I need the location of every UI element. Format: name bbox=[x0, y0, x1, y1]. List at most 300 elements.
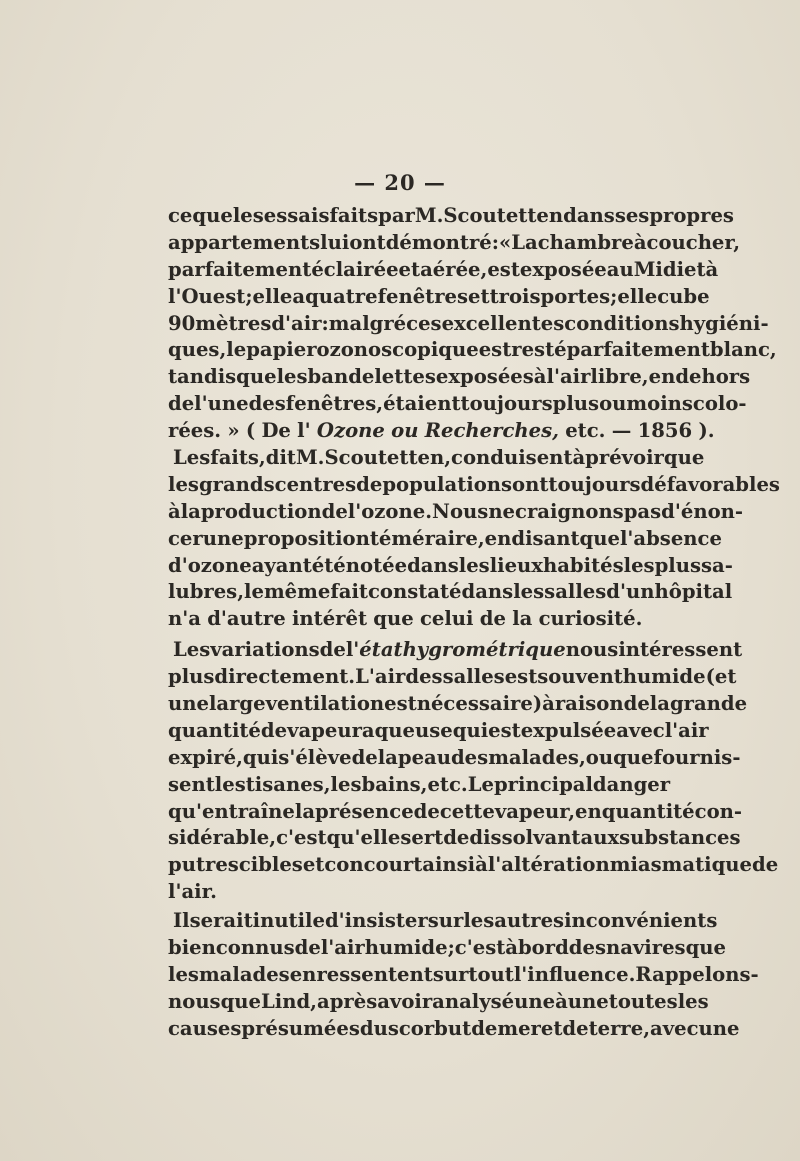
word: à bbox=[168, 499, 181, 523]
word: papier bbox=[246, 338, 317, 362]
text-line bbox=[168, 935, 726, 962]
word: 90 bbox=[168, 311, 196, 335]
word: raison bbox=[554, 692, 624, 716]
word: ou bbox=[391, 419, 419, 443]
text-line bbox=[168, 337, 777, 364]
word: grands bbox=[198, 472, 275, 496]
word: en bbox=[484, 526, 512, 550]
word: que bbox=[663, 446, 705, 470]
word: que bbox=[579, 526, 620, 550]
word: substances bbox=[619, 826, 741, 850]
word: la bbox=[294, 799, 316, 823]
word: mètres bbox=[195, 311, 272, 335]
word: autres bbox=[494, 909, 565, 933]
word: malgré bbox=[328, 311, 407, 335]
word: danger bbox=[592, 772, 671, 796]
word: hôpital bbox=[654, 580, 733, 604]
text-line bbox=[168, 311, 769, 338]
text-line bbox=[168, 962, 759, 989]
word: ce bbox=[168, 204, 193, 227]
word: Les bbox=[173, 638, 211, 662]
word: exposées bbox=[435, 365, 534, 389]
word: d'énon- bbox=[661, 499, 744, 523]
word: d'un bbox=[606, 580, 655, 604]
word: ne bbox=[488, 499, 516, 523]
word: plus bbox=[552, 392, 600, 416]
word: dissolvant bbox=[469, 826, 581, 850]
word: ( bbox=[245, 419, 256, 443]
word: en bbox=[289, 962, 317, 986]
word: expiré, bbox=[168, 745, 243, 769]
word: putrescibles bbox=[168, 853, 303, 877]
word: faits, bbox=[210, 446, 266, 470]
word: l' Ozone bbox=[297, 419, 385, 443]
word: et bbox=[302, 853, 325, 877]
word: pas bbox=[623, 499, 662, 523]
word: c'est bbox=[454, 936, 506, 960]
word: les bbox=[330, 772, 362, 796]
word: n'a bbox=[168, 607, 201, 631]
word: celui bbox=[419, 607, 474, 631]
word: toujours bbox=[460, 392, 553, 416]
word: tisanes, bbox=[245, 772, 331, 796]
word: analysé bbox=[432, 989, 515, 1013]
word: plus bbox=[168, 665, 215, 689]
word: une bbox=[698, 1016, 740, 1040]
word: par bbox=[378, 204, 415, 227]
word: hygrométrique bbox=[402, 638, 566, 662]
word: d'ozone bbox=[168, 553, 252, 577]
text-line bbox=[168, 989, 709, 1016]
word: de bbox=[321, 499, 348, 523]
word: une bbox=[514, 989, 556, 1013]
word: terre, bbox=[588, 1016, 651, 1040]
text-line bbox=[168, 203, 734, 230]
word: sent bbox=[168, 772, 215, 796]
word: Scoutetten bbox=[443, 204, 564, 227]
word: une bbox=[202, 526, 244, 550]
word: les bbox=[513, 580, 545, 604]
word: M. bbox=[414, 204, 444, 227]
text-line bbox=[168, 799, 743, 826]
word: « bbox=[498, 230, 512, 254]
body-text bbox=[168, 203, 780, 1043]
word: toutes bbox=[608, 989, 678, 1013]
text-line bbox=[168, 579, 733, 606]
word: et bbox=[398, 257, 421, 281]
word: de bbox=[351, 745, 378, 769]
word: et bbox=[540, 1016, 563, 1040]
word: de bbox=[562, 1016, 589, 1040]
word: propres bbox=[649, 204, 734, 227]
word: et bbox=[684, 257, 706, 281]
text-line bbox=[168, 637, 743, 664]
word: d'autre bbox=[207, 607, 286, 631]
word: M. bbox=[295, 446, 325, 470]
word: de bbox=[413, 799, 440, 823]
word: d'air bbox=[271, 311, 322, 335]
word: dit bbox=[265, 446, 296, 470]
word: habités bbox=[542, 553, 624, 577]
word: l'air bbox=[320, 936, 365, 960]
word: ozonoscopique bbox=[316, 338, 479, 362]
word: etc. bbox=[565, 419, 606, 443]
word: de bbox=[294, 936, 321, 960]
word: proposition bbox=[243, 526, 370, 550]
word: expulsée bbox=[520, 718, 617, 742]
word: mer bbox=[497, 1016, 541, 1040]
word: sur bbox=[427, 909, 464, 933]
word: de bbox=[471, 1016, 498, 1040]
word: La bbox=[511, 230, 538, 254]
word: ou bbox=[585, 745, 614, 769]
word: parfaitement bbox=[168, 257, 312, 281]
word: (et bbox=[705, 665, 737, 689]
word: prévoir bbox=[585, 446, 664, 470]
word: que bbox=[613, 745, 654, 769]
word: conduisent bbox=[451, 446, 573, 470]
word: peau bbox=[397, 745, 451, 769]
word: colo- bbox=[692, 392, 747, 416]
word: libre, bbox=[590, 365, 649, 389]
word: l'air bbox=[664, 718, 709, 742]
word: production bbox=[200, 499, 322, 523]
word: fenêtres, bbox=[285, 392, 384, 416]
word: au bbox=[606, 257, 634, 281]
text-line bbox=[168, 364, 751, 391]
word: ses bbox=[614, 204, 650, 227]
word: lui bbox=[320, 230, 350, 254]
word: Rappelons- bbox=[635, 962, 759, 986]
word: coucher, bbox=[646, 230, 741, 254]
word: qu'elle bbox=[326, 826, 401, 850]
text-line bbox=[168, 257, 719, 284]
word: les bbox=[458, 553, 490, 577]
word: malades, bbox=[488, 745, 586, 769]
text-line bbox=[168, 391, 747, 418]
word: à bbox=[533, 365, 547, 389]
word: même bbox=[263, 580, 331, 604]
word: dans bbox=[461, 580, 514, 604]
word: que bbox=[192, 204, 233, 227]
word: portes bbox=[540, 284, 611, 308]
word: de bbox=[319, 638, 346, 662]
word: des bbox=[405, 665, 443, 689]
word: cube bbox=[657, 284, 710, 308]
word: démontré bbox=[385, 230, 492, 254]
word: de bbox=[752, 853, 779, 877]
word: ces bbox=[406, 311, 442, 335]
text-line bbox=[168, 553, 733, 580]
word: les bbox=[623, 553, 655, 577]
word: l'absence bbox=[619, 526, 722, 550]
text-line bbox=[168, 908, 718, 935]
word: en bbox=[575, 799, 602, 823]
text-line bbox=[168, 606, 652, 633]
word: une bbox=[168, 692, 209, 716]
text-line bbox=[168, 284, 710, 311]
word: Recherches, bbox=[424, 419, 559, 443]
word: » bbox=[227, 419, 240, 443]
word: toujours bbox=[548, 472, 641, 496]
word: inutile bbox=[252, 909, 325, 933]
word: dans bbox=[407, 553, 459, 577]
word: humide bbox=[622, 665, 706, 689]
word: principal bbox=[493, 772, 593, 796]
text-line bbox=[168, 445, 705, 472]
word: en bbox=[648, 365, 676, 389]
word: avec bbox=[616, 718, 665, 742]
word: directement. bbox=[214, 665, 356, 689]
word: à bbox=[705, 257, 719, 281]
word: les bbox=[276, 365, 308, 389]
word: disant bbox=[511, 526, 580, 550]
word: salles bbox=[544, 580, 607, 604]
text-line bbox=[168, 230, 741, 257]
word: avec bbox=[650, 1016, 699, 1040]
word: d'insister bbox=[324, 909, 428, 933]
word: : bbox=[491, 230, 499, 254]
word: quantité bbox=[601, 799, 695, 823]
word: nécessaire bbox=[416, 692, 533, 716]
word: ou bbox=[599, 392, 627, 416]
text-line bbox=[168, 418, 715, 445]
word: bains, bbox=[361, 772, 428, 796]
word: est bbox=[504, 665, 538, 689]
word: bord bbox=[517, 936, 569, 960]
word: fenêtres bbox=[377, 284, 469, 308]
word: resté bbox=[511, 338, 567, 362]
word: quantité bbox=[168, 718, 261, 742]
word: tandis bbox=[168, 365, 237, 389]
word: essais bbox=[263, 204, 330, 227]
word: ; bbox=[610, 284, 618, 308]
word: est bbox=[487, 257, 520, 281]
word: de bbox=[168, 392, 195, 416]
word: ; bbox=[245, 284, 253, 308]
text-line bbox=[168, 852, 779, 879]
word: a bbox=[292, 284, 306, 308]
word: bandelettes bbox=[307, 365, 436, 389]
word: nous bbox=[168, 989, 221, 1013]
text-line bbox=[168, 718, 709, 745]
word: du bbox=[359, 1016, 388, 1040]
word: s'élève bbox=[278, 745, 352, 769]
word: Lind, bbox=[261, 989, 318, 1013]
word: serait bbox=[189, 909, 253, 933]
word: avoir bbox=[377, 989, 433, 1013]
word: dans bbox=[563, 204, 615, 227]
word: aux bbox=[580, 826, 620, 850]
word: à bbox=[475, 853, 488, 877]
word: excellentes bbox=[441, 311, 565, 335]
word: l'influence. bbox=[513, 962, 636, 986]
word: sont bbox=[501, 472, 549, 496]
word: qui bbox=[242, 745, 279, 769]
word: des bbox=[450, 745, 489, 769]
word: de bbox=[623, 692, 650, 716]
word: à bbox=[542, 692, 555, 716]
word: large bbox=[208, 692, 266, 716]
word: les bbox=[168, 472, 199, 496]
word: étaient bbox=[383, 392, 461, 416]
word: connus bbox=[215, 936, 295, 960]
word: intérêt bbox=[291, 607, 368, 631]
word: L'air bbox=[355, 665, 406, 689]
word: et bbox=[468, 284, 490, 308]
word: faits bbox=[329, 204, 379, 227]
word: ressentent bbox=[316, 962, 433, 986]
word: la bbox=[180, 499, 201, 523]
word: été bbox=[311, 553, 346, 577]
word: sidérable, bbox=[168, 826, 277, 850]
word: grande bbox=[669, 692, 748, 716]
word: les bbox=[232, 204, 264, 227]
word: elle bbox=[252, 284, 293, 308]
word: elle bbox=[617, 284, 658, 308]
word: notée bbox=[345, 553, 408, 577]
word: à bbox=[505, 936, 518, 960]
word: fournis- bbox=[653, 745, 741, 769]
word: le bbox=[244, 580, 264, 604]
word: ventilation bbox=[265, 692, 385, 716]
word: lieux bbox=[489, 553, 543, 577]
word: cer bbox=[168, 526, 203, 550]
word: à bbox=[572, 446, 586, 470]
word: inconvénients bbox=[564, 909, 718, 933]
word: Les bbox=[173, 446, 211, 470]
word: l'une bbox=[194, 392, 249, 416]
word: lubres, bbox=[168, 580, 245, 604]
word: con- bbox=[694, 799, 743, 823]
word: surtout bbox=[432, 962, 514, 986]
word: la bbox=[377, 745, 398, 769]
word: population bbox=[382, 472, 502, 496]
word: conditions bbox=[564, 311, 680, 335]
word: parfaitement bbox=[566, 338, 710, 362]
word: Nous bbox=[432, 499, 489, 523]
word: une bbox=[567, 989, 609, 1013]
word: ainsi bbox=[422, 853, 476, 877]
text-line bbox=[168, 772, 671, 799]
word: l'air bbox=[546, 365, 591, 389]
word: — bbox=[611, 419, 632, 443]
word: fait bbox=[330, 580, 368, 604]
word: l'ozone. bbox=[347, 499, 433, 523]
word: qu'entraîne bbox=[168, 799, 295, 823]
word: bien bbox=[168, 936, 216, 960]
word: défavorables bbox=[640, 472, 780, 496]
word: que bbox=[236, 365, 277, 389]
page-number: — 20 — bbox=[354, 170, 446, 195]
word: qui bbox=[452, 718, 489, 742]
word: trois bbox=[489, 284, 541, 308]
word: de bbox=[479, 607, 506, 631]
text-line bbox=[168, 472, 780, 499]
word: concourt bbox=[324, 853, 423, 877]
word: c'est bbox=[276, 826, 327, 850]
word: que bbox=[373, 607, 414, 631]
word: sert bbox=[400, 826, 444, 850]
word: que bbox=[220, 989, 262, 1013]
word: chambre bbox=[537, 230, 634, 254]
word: Il bbox=[173, 909, 190, 933]
word: est bbox=[478, 338, 512, 362]
word: des bbox=[568, 936, 606, 960]
word: variations bbox=[210, 638, 320, 662]
word: est bbox=[488, 718, 521, 742]
word: aqueuse bbox=[361, 718, 453, 742]
word: malades bbox=[198, 962, 290, 986]
word: à bbox=[633, 230, 647, 254]
word: ayant bbox=[251, 553, 312, 577]
text-line bbox=[168, 499, 744, 526]
word: ). bbox=[698, 419, 715, 443]
word: l'état bbox=[345, 638, 403, 662]
word: sa- bbox=[701, 553, 733, 577]
word: ont bbox=[349, 230, 386, 254]
word: l'air. bbox=[168, 880, 217, 904]
word: De bbox=[261, 419, 291, 443]
word: : bbox=[321, 311, 329, 335]
word: Midi bbox=[633, 257, 685, 281]
word: téméraire, bbox=[369, 526, 485, 550]
word: les bbox=[677, 989, 709, 1013]
word: 1856 bbox=[637, 419, 693, 443]
word: centres bbox=[274, 472, 357, 496]
word: quatre bbox=[305, 284, 378, 308]
word: causes bbox=[168, 1016, 242, 1040]
word: moins bbox=[626, 392, 693, 416]
word: présence bbox=[315, 799, 414, 823]
word: les bbox=[214, 772, 246, 796]
word: la bbox=[512, 607, 533, 631]
word: que bbox=[685, 936, 726, 960]
text-line bbox=[168, 526, 722, 553]
text-line bbox=[168, 664, 737, 691]
word: scorbut bbox=[387, 1016, 472, 1040]
word: de bbox=[443, 826, 470, 850]
word: navires bbox=[605, 936, 686, 960]
word: les bbox=[463, 909, 495, 933]
word: après bbox=[317, 989, 378, 1013]
word: blanc, bbox=[709, 338, 777, 362]
text-line bbox=[168, 879, 652, 906]
word: nous bbox=[565, 638, 619, 662]
word: les bbox=[168, 962, 199, 986]
word: est bbox=[384, 692, 417, 716]
text-line bbox=[168, 745, 741, 772]
word: Le bbox=[467, 772, 494, 796]
word: curiosité. bbox=[538, 607, 643, 631]
word: rées. bbox=[168, 419, 222, 443]
word: cette bbox=[439, 799, 495, 823]
word: exposée bbox=[519, 257, 607, 281]
word: craignons bbox=[515, 499, 624, 523]
word: plus bbox=[654, 553, 701, 577]
word: salles bbox=[442, 665, 505, 689]
word: des bbox=[248, 392, 286, 416]
word: humide bbox=[364, 936, 448, 960]
word: de bbox=[260, 718, 288, 742]
word: la bbox=[649, 692, 670, 716]
word: hygiéni- bbox=[679, 311, 769, 335]
word: aérée, bbox=[420, 257, 488, 281]
word: dehors bbox=[675, 365, 751, 389]
word: l'altération bbox=[487, 853, 610, 877]
word: l'Ouest bbox=[168, 284, 246, 308]
text-line bbox=[168, 691, 748, 718]
